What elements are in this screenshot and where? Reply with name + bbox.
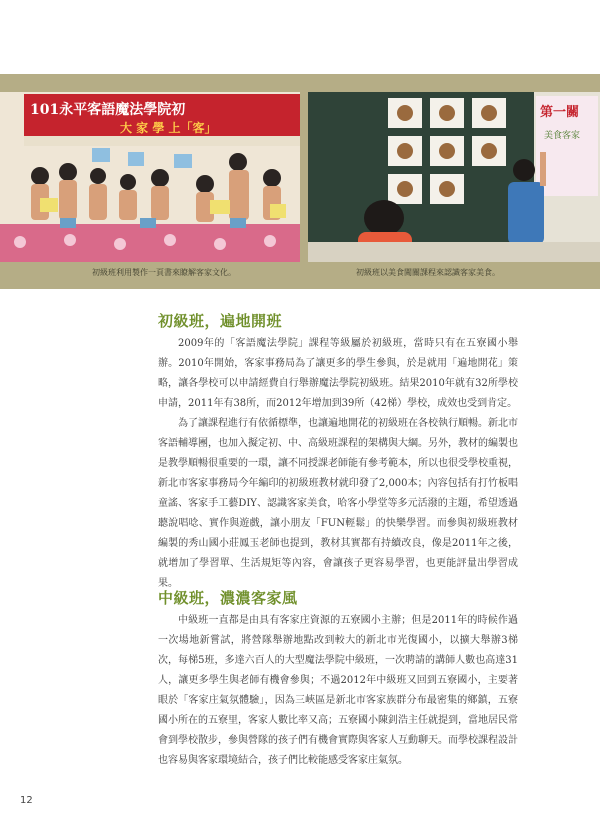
poster-title: 第一關 bbox=[540, 105, 580, 120]
section-title-beginner: 初級班，遍地開班 bbox=[158, 312, 283, 330]
photo-caption-right: 初級班以美食闖關課程來認識客家美食。 bbox=[356, 268, 500, 277]
photo-children-books bbox=[0, 92, 300, 262]
top-margin bbox=[0, 0, 600, 74]
children-photo-illustration bbox=[0, 92, 300, 262]
paragraph-intermediate-1: 中級班一直都是由具有客家庄資源的五寮國小主辦；但是2011年的時候作過一次場地新嘗試，將營隊舉辦地點改到較大的新北市光復國小，以擴大舉辦3梯次，每梯5班，多達六百人的大型魔法學院中級班，一次聘請的講師人數也高達31人，讓更多學生與老師有機會參與；不過2012年中級班又回到五寮國小，主要著眼於「客家庄氣氛體驗」，因為三峽區是新北市客家族群分布最密集的鄉鎮，五寮國小所在的五寮里，客家人數比率又高；五寮國小陳釗浩主任就提到，當地居民常會到學校散步，參與營隊的孩子們有機會實際與客家人互動聊天。而學校課程設計也容易與客家環境結合，孩子們比較能感受客家庄氣氛。 bbox=[158, 615, 518, 766]
photo-caption-left: 初級班利用製作一頁書來瞭解客家文化。 bbox=[92, 268, 236, 277]
banner-text: 101永平客語魔法學院初 bbox=[30, 102, 186, 118]
paragraph-beginner-1: 2009年的「客語魔法學院」課程等級屬於初級班，當時只有在五寮國小舉辦。2010年開始，客家事務局為了讓更多的學生參與，於是就用「遍地開花」策略，讓各學校可以申請經費自行舉辦魔法學院初級班。結果2010年就有32所學校申請，2011年有38所，而2012年增加到39所（42梯）學校，成效也受到肯定。 bbox=[158, 338, 518, 409]
page-number: 12 bbox=[20, 795, 33, 806]
poster-sub: 美食客家 bbox=[544, 131, 581, 141]
photo-food-lesson bbox=[308, 92, 600, 262]
banner-sub: 大 家 學 上「客」 bbox=[120, 121, 217, 135]
photo-band bbox=[0, 92, 600, 289]
header-strip bbox=[0, 74, 600, 92]
paragraph-beginner-2: 為了讓課程進行有依循標準，也讓遍地開花的初級班在各校執行順暢。新北市客語輔導團，也加入擬定初、中、高級班課程的架構與大綱。另外，教材的編製也是教學順暢很重要的一環，讓不同授課老師能有參考範本，所以也很受學校重視，新北市客家事務局今年編印的初級班教材就印發了2,000本；內容包括有打竹板唱童謠、客家手工藝DIY、認識客家美食，哈客小學堂等多元活潑的主題，希望透過聽說唱唸、實作與遊戲，讓小朋友「FUN輕鬆」的快樂學習。而參與初級班教材編製的秀山國小莊鳳玉老師也提到，教材其實都有持續改良，像是2011年之後，就增加了學習單、生活規矩等內容，會讓孩子更容易學習，也更能評量出學習成果。 bbox=[158, 418, 518, 589]
section-title-intermediate: 中級班，濃濃客家風 bbox=[158, 589, 298, 607]
classroom-photo-illustration bbox=[308, 92, 600, 262]
